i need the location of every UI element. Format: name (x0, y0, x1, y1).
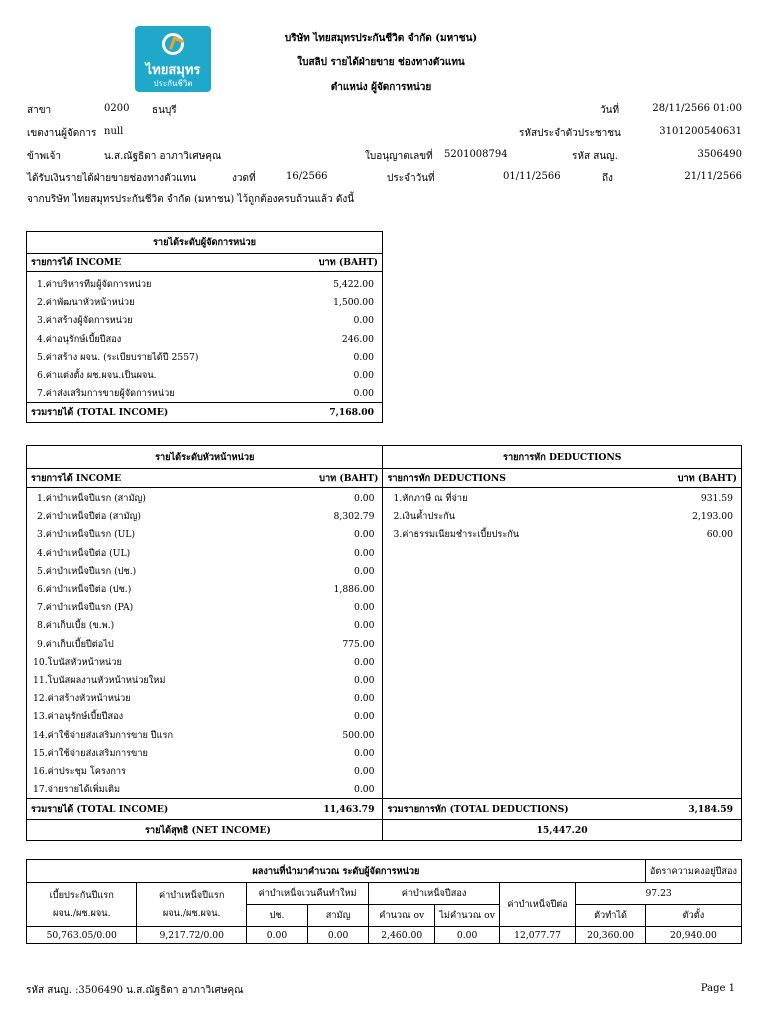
table-row (27, 366, 383, 384)
row-label: 4.ค่าบำเหน็จปีต่อ (UL) (37, 547, 131, 559)
row-label: 13.ค่าอนุรักษ์เบี้ยปีสอง (33, 711, 124, 723)
to-label: ถึง (602, 173, 613, 184)
actual-value: 20,360.00 (576, 927, 646, 944)
unit-manager-total-value: 7,168.00 (329, 407, 374, 419)
received-label: ได้รับเงินรายได้ฝ่ายขายช่องทางตัวแทน (27, 173, 197, 184)
table-row (27, 671, 742, 689)
license-value: 5201008794 (444, 149, 508, 160)
table-row (27, 294, 383, 312)
persistency-value: 97.23 (576, 883, 742, 905)
net-income-value: 15,447.20 (383, 820, 742, 841)
period-label: งวดที่ (232, 173, 256, 184)
manager-label: เขตงานผู้จัดการ (27, 128, 97, 139)
to-date: 21/11/2566 (684, 171, 742, 182)
row-amount: 0.00 (354, 493, 375, 505)
row-label: 5.ค่าบำเหน็จปีแรก (ปช.) (37, 565, 137, 577)
table-row (27, 312, 383, 330)
table-row (27, 726, 742, 744)
second-a-header: คำนวณ ov (369, 905, 435, 927)
unit-manager-table (26, 231, 383, 423)
unit-manager-title: รายได้ระดับผู้จัดการหน่วย (152, 237, 256, 248)
period-value: 16/2566 (286, 171, 328, 182)
row-label: 4.ค่าอนุรักษ์เบี้ยปีสอง (37, 333, 122, 345)
row-label: 12.ค่าสร้างหัวหน้าหน่วย (33, 693, 131, 705)
first-premium-subheader: ผจน./ผช.ผจน. (52, 907, 111, 919)
table-row (27, 385, 383, 403)
row-amount: 0.00 (353, 351, 374, 363)
row-amount: 0.00 (353, 387, 374, 399)
row-amount: 0.00 (354, 565, 375, 577)
logo-subtext: ประกันชีวิต (153, 79, 193, 88)
row-label: 3.ค่าบำเหน็จปีแรก (UL) (37, 529, 136, 541)
page-number: Page 1 (700, 983, 735, 994)
row-amount: 0.00 (354, 620, 375, 632)
deductions-total-label: รวมรายการหัก (TOTAL DEDUCTIONS) (383, 799, 653, 820)
deduction-label: 1.หักภาษี ณ ที่จ่าย (383, 490, 653, 508)
second-a-value: 2,460.00 (369, 927, 435, 944)
company-logo (135, 26, 211, 92)
table-row (27, 348, 383, 366)
table-row (27, 276, 383, 294)
row-label: 6.ค่าแต่งตั้ง ผช.ผจน.เป็นผจน. (37, 370, 157, 382)
date-label: วันที่ (600, 105, 620, 116)
row-amount: 0.00 (354, 529, 375, 541)
row-label: 3.ค่าสร้างผู้จัดการหน่วย (37, 315, 133, 327)
table-row (27, 526, 742, 544)
actual-header: ตัวทำได้ (576, 905, 646, 927)
from-date: 01/11/2566 (503, 171, 561, 182)
row-label: 17.จ่ายรายได้เพิ่มเติม (33, 783, 121, 795)
table-row (27, 508, 742, 526)
license-label: ใบอนุญาตเลขที่ (365, 151, 433, 162)
document-title: ใบสลิป รายได้ฝ่ายขาย ช่องทางตัวแทน (297, 57, 465, 68)
returned-a-header: ปช. (246, 905, 307, 927)
table-row (27, 690, 742, 708)
row-label: 15.ค่าใช้จ่ายส่งเสริมการขาย (33, 747, 148, 759)
row-amount: 775.00 (342, 638, 375, 650)
first-comm-subheader: ผจน./ผช.ผจน. (162, 907, 221, 919)
deductions-total-value: 3,184.59 (688, 803, 733, 815)
row-label: 5.ค่าสร้าง ผจน. (ระเบียบรายได้ปี 2557) (37, 351, 199, 363)
unit-manager-total-label: รวมรายได้ (TOTAL INCOME) (31, 407, 169, 419)
table-row (27, 562, 742, 580)
performance-title: ผลงานที่นำมาคำนวณ ระดับผู้จัดการหน่วย (252, 865, 420, 877)
table-row (27, 330, 383, 348)
logo-mark-icon (162, 33, 184, 55)
row-amount: 0.00 (354, 547, 375, 559)
row-label: 7.ค่าส่งเสริมการขายผู้จัดการหน่วย (37, 387, 175, 399)
deduction-label: 3.ค่าธรรมเนียมชำระเบี้ยประกัน (383, 526, 653, 544)
table-row (27, 653, 742, 671)
deduction-label: 2.เงินค้ำประกัน (383, 508, 653, 526)
renewal-value: 12,077.77 (499, 927, 575, 944)
unit-manager-col-amount: บาท (BAHT) (318, 257, 378, 268)
row-label: 14.ค่าใช้จ่ายส่งเสริมการขาย ปีแรก (33, 729, 174, 741)
daily-label: ประจำวันที่ (387, 173, 435, 184)
branch-code: 0200 (104, 103, 130, 114)
row-amount: 246.00 (341, 333, 374, 345)
owner-label: ข้าพเจ้า (27, 151, 61, 162)
company-name: บริษัท ไทยสมุทรประกันชีวิต จำกัด (มหาชน) (284, 33, 478, 44)
second-year-header: ค่าบำเหน็จปีสอง (369, 883, 500, 905)
taxid-label: รหัสประจำตัวประชาชน (519, 128, 621, 139)
row-amount: 5,422.00 (333, 279, 374, 291)
returned-a-value: 0.00 (246, 927, 307, 944)
table-row (27, 762, 742, 780)
row-amount: 8,302.79 (333, 511, 375, 523)
first-comm-header: ค่าบำเหน็จปีแรก (158, 889, 225, 901)
first-comm-value: 9,217.72/0.00 (137, 927, 247, 944)
row-amount: 0.00 (353, 315, 374, 327)
row-amount: 0.00 (354, 602, 375, 614)
row-amount: 0.00 (354, 656, 375, 668)
first-premium-header: เบี้ยประกันปีแรก (49, 889, 114, 901)
target-header: ตัวตั้ง (645, 905, 741, 927)
row-label: 7.ค่าบำเหน็จปีแรก (PA) (37, 602, 134, 614)
row-amount: 1,886.00 (333, 584, 375, 596)
manager-value: null (104, 126, 124, 137)
team-leader-col-amount: บาท (BAHT) (319, 472, 379, 484)
deductions-col-amount: บาท (BAHT) (677, 472, 737, 484)
returned-header: ค่าบำเหน็จเวนคืนทำใหม่ (246, 883, 368, 905)
row-label: 1.ค่าบริหารทีมผู้จัดการหน่วย (37, 279, 152, 291)
owner-value: น.ส.ณัฐธิดา อาภาวิเศษคุณ (104, 151, 222, 162)
deductions-title: รายการหัก DEDUCTIONS (383, 446, 742, 469)
taxid-value: 3101200540631 (659, 126, 742, 137)
returned-b-header: สามัญ (307, 905, 368, 927)
date-value: 28/11/2566 01:00 (652, 103, 742, 114)
row-amount: 0.00 (354, 783, 375, 795)
table-row (27, 744, 742, 762)
renewal-header: ค่าบำเหน็จปีต่อ (499, 883, 575, 927)
row-label: 2.ค่าพัฒนาหัวหน้าหน่วย (37, 297, 135, 309)
team-leader-total-value: 11,463.79 (323, 803, 375, 815)
unit-manager-col-item: รายการได้ INCOME (31, 257, 122, 268)
row-label: 8.ค่าเก็บเบี้ย (ข.พ.) (37, 620, 115, 632)
row-label: 11.โบนัสผลงานหัวหน้าหน่วยใหม่ (33, 674, 166, 686)
row-label: 16.ค่าประชุม โครงการ (33, 765, 126, 777)
team-leader-title: รายได้ระดับหัวหน้าหน่วย (155, 451, 255, 463)
table-row (27, 544, 742, 562)
target-value: 20,940.00 (645, 927, 741, 944)
statement-text: จากบริษัท ไทยสมุทรประกันชีวิต จำกัด (มหาชน) ไว้ถูกต้องครบถ้วนแล้ว ดังนี้ (27, 194, 355, 205)
row-amount: 1,500.00 (333, 297, 374, 309)
returned-b-value: 0.00 (307, 927, 368, 944)
table-row (27, 635, 742, 653)
deduction-amount: 60.00 (706, 529, 733, 541)
logo-text: ไทยสมุทร (145, 63, 201, 78)
branch-label: สาขา (27, 105, 52, 116)
table-row (27, 708, 742, 726)
table-row (27, 927, 742, 944)
table-row (27, 599, 742, 617)
team-leader-col-item: รายการได้ INCOME (31, 472, 122, 484)
row-amount: 500.00 (342, 729, 375, 741)
performance-table (26, 859, 742, 944)
net-income-label: รายได้สุทธิ (NET INCOME) (145, 824, 271, 836)
row-amount: 0.00 (354, 711, 375, 723)
table-row (27, 490, 742, 508)
second-b-header: ไม่คำนวณ ov (435, 905, 500, 927)
agent-code-label: รหัส สนญ. (572, 151, 618, 162)
second-b-value: 0.00 (435, 927, 500, 944)
team-leader-total-label: รวมรายได้ (TOTAL INCOME) (31, 803, 169, 815)
agent-code-value: 3506490 (697, 149, 742, 160)
row-label: 1.ค่าบำเหน็จปีแรก (สามัญ) (37, 493, 146, 505)
team-leader-table (26, 445, 742, 841)
deductions-col-item: รายการหัก DEDUCTIONS (383, 469, 653, 488)
footer-agent: รหัส สนญ. :3506490 น.ส.ณัฐธิดา อาภาวิเศษคุณ (26, 985, 244, 996)
row-amount: 0.00 (354, 674, 375, 686)
table-row (27, 617, 742, 635)
row-label: 6.ค่าบำเหน็จปีต่อ (ปช.) (37, 584, 132, 596)
deduction-amount: 931.59 (700, 493, 733, 505)
table-row (27, 781, 742, 799)
branch-name: ธนบุรี (152, 105, 177, 116)
row-label: 2.ค่าบำเหน็จปีต่อ (สามัญ) (37, 511, 141, 523)
row-amount: 0.00 (353, 370, 374, 382)
first-premium-value: 50,763.05/0.00 (46, 929, 117, 941)
deduction-amount: 2,193.00 (692, 511, 733, 523)
row-amount: 0.00 (354, 747, 375, 759)
table-row (27, 580, 742, 598)
persistency-title: อัตราความคงอยู่ปีสอง (645, 860, 741, 883)
row-label: 9.ค่าเก็บเบี้ยปีต่อไป (37, 638, 114, 650)
row-amount: 0.00 (354, 693, 375, 705)
position-title: ตำแหน่ง ผู้จัดการหน่วย (330, 82, 432, 93)
row-label: 10.โบนัสหัวหน้าหน่วย (33, 656, 122, 668)
row-amount: 0.00 (354, 765, 375, 777)
